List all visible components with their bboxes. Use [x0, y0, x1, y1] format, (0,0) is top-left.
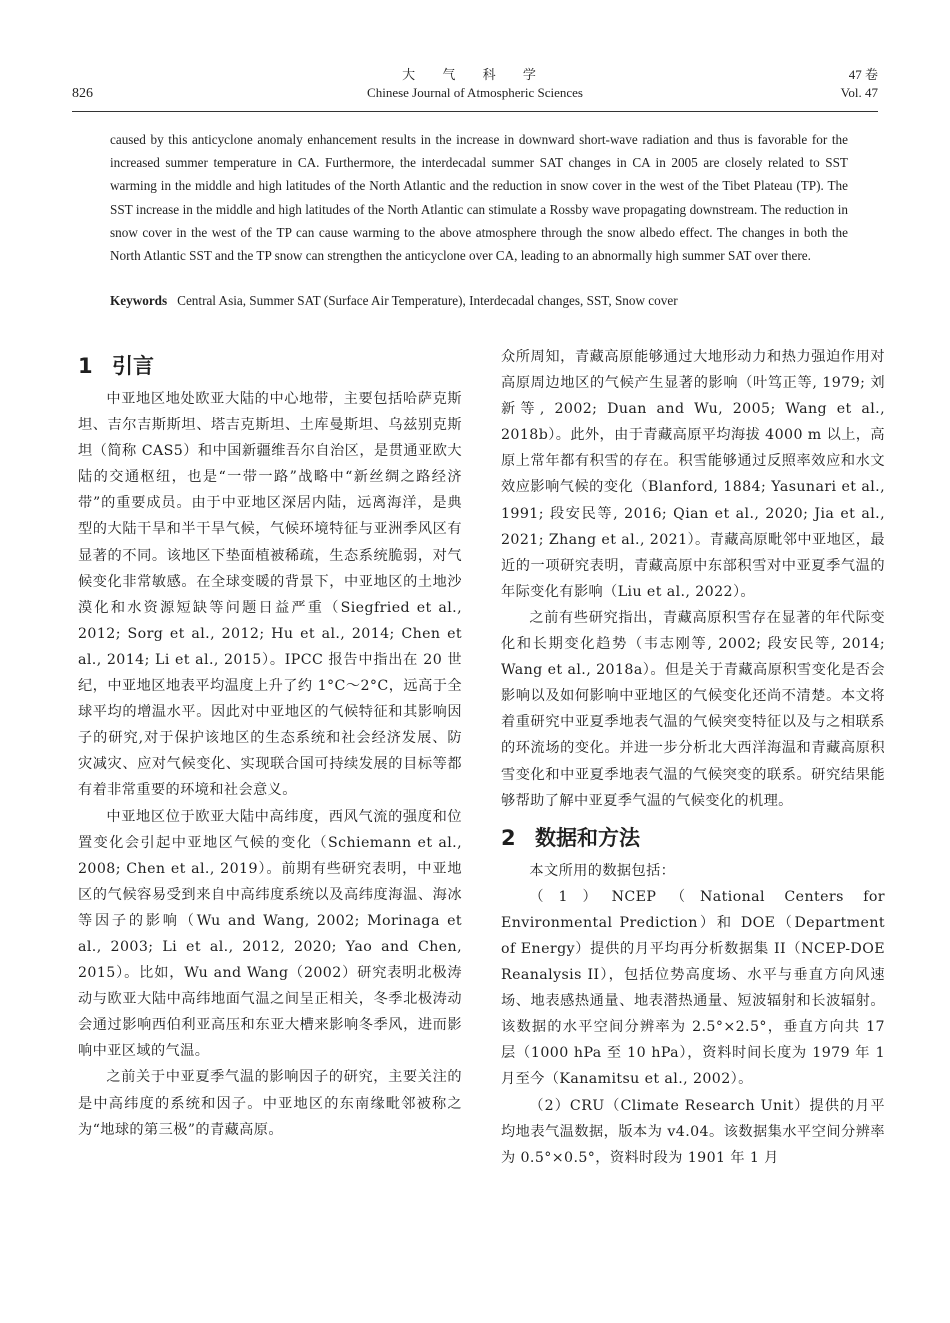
- running-header: [0, 66, 950, 102]
- section-number: 1: [78, 354, 93, 378]
- intro-paragraph-1: 中亚地区地处欧亚大陆的中心地带，主要包括哈萨克斯坦、吉尔吉斯斯坦、塔吉克斯坦、土库曼斯坦、乌兹别克斯坦（简称 CAS5）和中国新疆维吾尔自治区，是贯通亚欧大陆的交通枢纽，也是“一带一路”战略中“新丝绸之路经济带”的重要成员。由于中亚地区深居内陆，远离海洋，是典型的大陆干旱和半干旱气候，气候环境特征与亚洲季风区有显著的不同。该地区下垫面植被稀疏，生态系统脆弱，对气候变化非常敏感。在全球变暖的背景下，中亚地区的土地沙漠化和水资源短缺等问题日益严重（Siegfried et al., 2012; Sorg et al., 2012; Hu et al., 2014; Chen et al., 2014; Li et al., 2015）。IPCC 报告中指出在 20 世纪，中亚地区地表平均温度上升了约 1°C～2°C，远高于全球平均的增温水平。因此对中亚地区的气候特征和其影响因子的研究,对于保护该地区的生态系统和社会经济发展、防灾减灾、应对气候变化、实现联合国可持续发展的目标等都有着非常重要的环境和社会意义。: [78, 391, 462, 799]
- journal-title-en: Chinese Journal of Atmospheric Sciences: [367, 85, 583, 100]
- section-title: 数据和方法: [535, 825, 640, 850]
- volume-cn: 47 卷: [848, 67, 878, 82]
- section-heading-data-methods: [501, 824, 885, 852]
- section-title: 引言: [112, 354, 154, 378]
- intro-paragraph-3-continued: 众所周知，青藏高原能够通过大地形动力和热力强迫作用对高原周边地区的气候产生显著的影响（叶笃正等, 1979; 刘新等, 2002; Duan and Wu, 2005; Wang et al., 2018b）。此外，由于青藏高原平均海拔 4000 m 以上，高原上常年都有积雪的存在。积雪能够通过反照率效应和水文效应影响气候的变化（Blanford, 1884; Yasunari et al., 1991; 段安民等, 2016; Qian et al., 2020; Jia et al., 2021; Zhang et al., 2021）。青藏高原毗邻中亚地区，最近的一项研究表明，青藏高原中东部积雪对中亚夏季气温的年际变化有影响（Liu et al., 2022）。: [501, 349, 885, 600]
- journal-title-cn: 大 气 科 学: [402, 67, 548, 82]
- left-column: [78, 346, 462, 1143]
- abstract-text: caused by this anticyclone anomaly enhancement results in the increase in downward short-wave radiation and thus is favorable for the increased summer temperature in CA. Furthermore, the interdecadal summer SAT changes in CA in 2005 are closely related to SST warming in the middle and high latitudes of the North Atlantic and the reduction in snow cover in the west of the Tibet Plateau (TP). The SST increase in the middle and high latitudes of the North Atlantic can stimulate a Rossby wave propagating downstream. The reduction in snow cover in the west of the TP can cause warming to the above atmosphere through the snow albedo effect. The changes in both the North Atlantic SST and the TP snow can strengthen the anticyclone over CA, leading to an abnormally high summer SAT over there.: [110, 132, 848, 264]
- right-column: [501, 344, 885, 1171]
- volume-en: Vol. 47: [840, 85, 878, 100]
- header-rule: [72, 111, 878, 112]
- intro-paragraph-2: 中亚地区位于欧亚大陆中高纬度，西风气流的强度和位置变化会引起中亚地区气候的变化（Schiemann et al., 2008; Chen et al., 2019）。前期有些研究表明，中亚地区的气候容易受到来自中高纬度系统以及高纬度海温、海冰等因子的影响（Wu and Wang, 2002; Morinaga et al., 2003; Li et al., 2012, 2020; Yao and Chen, 2015）。比如，Wu and Wang（2002）研究表明北极涛动与欧亚大陆中高纬地面气温之间呈正相关，冬季北极涛动会通过影响西伯利亚高压和东亚大槽来影响冬季风，进而影响中亚区域的气温。: [78, 808, 462, 1060]
- section-heading-introduction: [78, 352, 462, 380]
- data-paragraph-ncep: （1）NCEP（National Centers for Environmental Prediction）和 DOE（Department of Energy）提供的月平均再分析数据集 II（NCEP-DOE Reanalysis II），包括位势高度场、水平与垂直方向风速场、地表感热通量、地表潜热通量、短波辐射和长波辐射。该数据的水平空间分辨率为 2.5°×2.5°，垂直方向共 17 层（1000 hPa 至 10 hPa），资料时间长度为 1979 年 1 月至今（Kanamitsu et al., 2002）。: [501, 888, 885, 1088]
- intro-paragraph-3: 之前关于中亚夏季气温的影响因子的研究，主要关注的是中高纬度的系统和因子。中亚地区的东南缘毗邻被称之为“地球的第三极”的青藏高原。: [78, 1069, 462, 1138]
- section-number: 2: [501, 825, 516, 850]
- keywords-label: Keywords: [110, 293, 168, 308]
- intro-paragraph-4: 之前有些研究指出，青藏高原积雪存在显著的年代际变化和长期变化趋势（韦志刚等, 2002; 段安民等, 2014; Wang et al., 2018a）。但是关于青藏高原积雪变化是否会影响以及如何影响中亚地区的气候变化还尚不清楚。本文将着重研究中亚夏季地表气温的气候突变特征以及与之相联系的环流场的变化。并进一步分析北大西洋海温和青藏高原积雪变化和中亚夏季地表气温的气候突变的联系。研究结果能够帮助了解中亚夏季气温的气候变化的机理。: [501, 609, 885, 809]
- page-number: 826: [72, 86, 93, 101]
- data-paragraph-cru: （2）CRU（Climate Research Unit）提供的月平均地表气温数据，版本为 v4.04。该数据集水平空间分辨率为 0.5°×0.5°，资料时段为 1901 年 1 月: [501, 1097, 885, 1166]
- volume-block: [841, 66, 878, 102]
- keywords-line: [110, 289, 848, 312]
- keywords-list: Central Asia, Summer SAT (Surface Air Temperature), Interdecadal changes, SST, Snow cover: [177, 293, 678, 308]
- data-paragraph-intro: 本文所用的数据包括：: [529, 862, 676, 879]
